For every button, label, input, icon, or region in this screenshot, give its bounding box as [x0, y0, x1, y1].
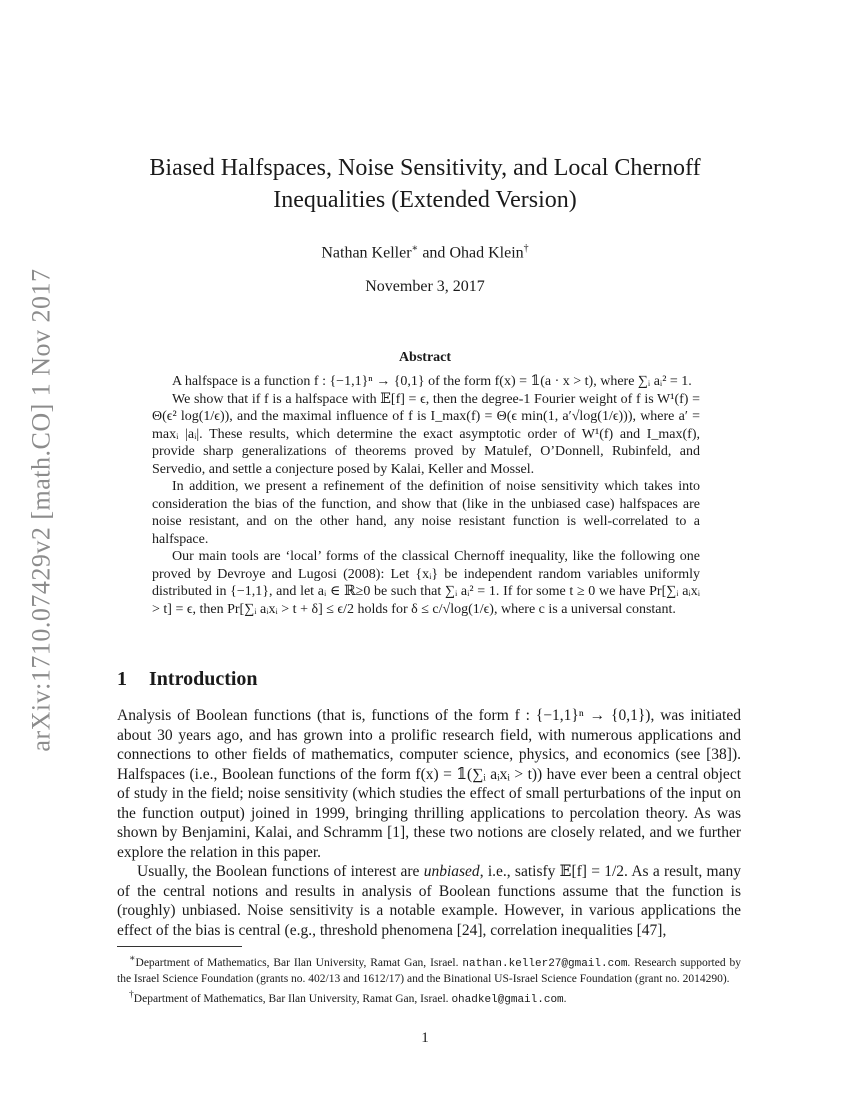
abstract-paragraph: Our main tools are ‘local’ forms of the classical Chernoff inequality, like the following one proved by Devroye and Lugosi (2008): Let {xᵢ} be independent random variables uniformly distributed in {−1,1}, and let aᵢ ∈ ℝ≥0 be such that ∑ᵢ aᵢ² = 1. If for some t ≥ 0 we have Pr[∑ᵢ aᵢxᵢ > t] = ϵ, then Pr[∑ᵢ aᵢxᵢ > t + δ] ≤ ϵ/2 holds for δ ≤ c/√log(1/ϵ), where c is a universal constant.: [152, 549, 700, 617]
body-text: , i.e., satisfy 𝔼[f] = 1/2. As a result, many of the central notions and results in analysis of Boolean functions assume that the function is (roughly) unbiased. Noise sensitivity is a notable example. However, in various applications the effect of the bias is central (e.g., threshold phenomena [24], correlation inequalities [47],: [117, 863, 741, 939]
author-keller: Nathan Keller: [321, 244, 412, 262]
footnote-2-mark: †: [129, 988, 134, 1000]
author-line: [0, 243, 850, 262]
body-emphasis: unbiased: [423, 863, 480, 880]
section-title: Introduction: [149, 668, 258, 690]
author-separator: and: [418, 244, 450, 262]
footnote-1-rest: . Research supported by the Israel Science Foundation (grants no. 402/13 and 1612/17) and the Binational US-Israel Science Foundation (grant no. 2014290).: [117, 956, 741, 985]
abstract-body: [152, 373, 700, 618]
footnote-2-text: Department of Mathematics, Bar Ilan University, Ramat Gan, Israel.: [133, 992, 452, 1005]
paper-date: November 3, 2017: [365, 278, 485, 295]
author-klein: Ohad Klein: [449, 244, 524, 262]
author-klein-mark: †: [523, 243, 529, 254]
footnote-1-mark: ∗: [129, 953, 136, 964]
abstract-paragraph: In addition, we present a refinement of the definition of noise sensitivity which takes into consideration the bias of the function, and show that (like in the unbiased case) halfspaces are noise resistant, and on the other hand, any noise resistant function is well-correlated to a halfspace.: [152, 479, 700, 547]
abstract-paragraph: We show that if f is a halfspace with 𝔼[f] = ϵ, then the degree-1 Fourier weight of f is W¹(f) = Θ(ϵ² log(1/ϵ)), and the maximal influence of f is I_max(f) = Θ(ϵ min(1, a′√log(1/ϵ))), where a′ = maxᵢ |aᵢ|. These results, which determine the exact asymptotic order of W¹(f) and I_max(f), provide sharp generalizations of theorems proved by Matulef, O’Donnell, Rubinfeld, and Servedio, and settle a conjecture posed by Kalai, Keller and Mossel.: [152, 391, 700, 477]
body-paragraph: Analysis of Boolean functions (that is, functions of the form f : {−1,1}ⁿ → {0,1}), was initiated about 30 years ago, and has grown into a prolific research field, with numerous applications and connections to other fields of mathematics, computer science, physics, and economics (see [38]). Halfspaces (i.e., Boolean functions of the form f(x) = 𝟙(∑ᵢ aᵢxᵢ > t)) have ever been a central object of study in the field; noise sensitivity (which studies the effect of small perturbations of the input on the function output) joined in 1999, bringing thrilling applications to percolation theory. As was shown by Benjamini, Kalai, and Schramm [1], these two notions are closely related, and we further explore the relation in this paper.: [117, 707, 741, 861]
body-paragraph: [117, 862, 741, 940]
footnote-1-text: Department of Mathematics, Bar Ilan University, Ramat Gan, Israel.: [135, 956, 463, 969]
section-body: [117, 706, 741, 940]
arxiv-stamp-text: arXiv:1710.07429v2 [math.CO] 1 Nov 2017: [27, 268, 56, 752]
abstract-heading: Abstract: [398, 350, 452, 365]
footnote-1: [117, 951, 741, 987]
arxiv-stamp: [21, 240, 63, 780]
footnote-1-email[interactable]: nathan.keller27@gmail.com: [462, 957, 628, 970]
footnote-rule: [117, 946, 242, 947]
author-keller-mark: ∗: [411, 243, 419, 254]
footnotes: [117, 951, 741, 1008]
footnote-2-email[interactable]: ohadkel@gmail.com: [451, 993, 564, 1006]
section-heading: [117, 668, 258, 691]
footnote-2: [117, 987, 741, 1008]
section-number: 1: [117, 668, 127, 690]
body-text: Usually, the Boolean functions of interest are: [137, 863, 424, 880]
paper-title: Biased Halfspaces, Noise Sensitivity, and Local Chernoff Inequalities (Extended Version): [149, 155, 701, 213]
abstract-paragraph: A halfspace is a function f : {−1,1}ⁿ → {0,1} of the form f(x) = 𝟙(a · x > t), where ∑ᵢ aᵢ² = 1.: [172, 374, 692, 389]
page-number: 1: [421, 1030, 429, 1046]
footnote-2-rest: .: [563, 992, 567, 1005]
